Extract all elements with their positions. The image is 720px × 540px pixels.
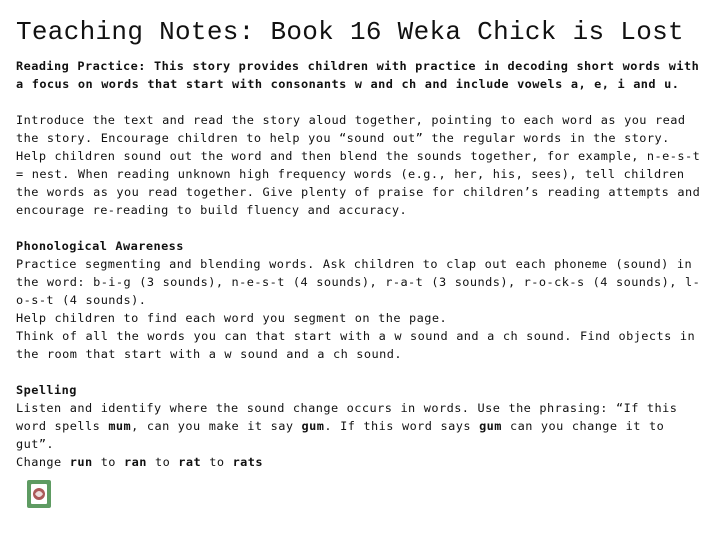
- spelling-word-mum: mum: [108, 419, 132, 433]
- change-prefix: Change: [16, 455, 70, 469]
- intro-paragraph: Introduce the text and read the story aloud together, pointing to each word as you read the story. Encourage children to help you “sound out” the regular words in the story. Help children sound out the word and then blend the sounds together, for example, n-e-s-t = nest. When reading unknown high frequency words (e.g., her, his, sees), tell children the words as you read together. Give plenty of praise for children’s reading attempts and encourage re-reading to build fluency and accuracy.: [16, 113, 701, 217]
- spelling-heading: Spelling: [16, 383, 77, 397]
- book-logo-icon: [8, 476, 70, 538]
- phonological-line-2: Help children to find each word you segment on the page.: [16, 311, 448, 325]
- to-2: to: [146, 455, 179, 469]
- phonological-line-1: Practice segmenting and blending words. Ask children to clap out each phoneme (sound) in the word: b-i-g (3 sounds), n-e-s-t (4 sounds), r-a-t (3 sounds), r-o-ck-s (4 sounds), l-o-s-t (4 sounds).: [16, 257, 701, 307]
- spelling-text-c: . If this word says: [324, 419, 480, 433]
- spelling-text-b: , can you make it say: [131, 419, 302, 433]
- spelling-word-gum-2: gum: [479, 419, 502, 433]
- book-logo-graphic: [8, 476, 70, 516]
- to-3: to: [201, 455, 233, 469]
- reading-practice-label: Reading Practice:: [16, 59, 146, 73]
- phonological-section: [16, 237, 708, 363]
- word-ran: ran: [124, 455, 147, 469]
- phonological-line-3: Think of all the words you can that start with a w sound and a ch sound. Find objects in the room that start with a w sound and a ch sound.: [16, 329, 696, 361]
- to-1: to: [92, 455, 125, 469]
- reading-practice-paragraph: [16, 57, 708, 93]
- word-rats: rats: [232, 455, 263, 469]
- spelling-section: [16, 381, 708, 471]
- spelling-text-d: can you change it to gut”.: [16, 419, 665, 451]
- spelling-word-gum: gum: [301, 419, 325, 433]
- page-title: Teaching Notes: Book 16 Weka Chick is Lost: [16, 17, 684, 47]
- spelling-text-a: Listen and identify where the sound change occurs in words. Use the phrasing: “If this word spells: [16, 401, 678, 433]
- reading-practice-text: This story provides children with practice in decoding short words with a focus on words that start with consonants w and ch and include vowels a, e, i and u.: [16, 59, 700, 91]
- word-run: run: [69, 455, 93, 469]
- word-rat: rat: [178, 455, 202, 469]
- document-page: [16, 14, 708, 471]
- phonological-heading: Phonological Awareness: [16, 239, 184, 253]
